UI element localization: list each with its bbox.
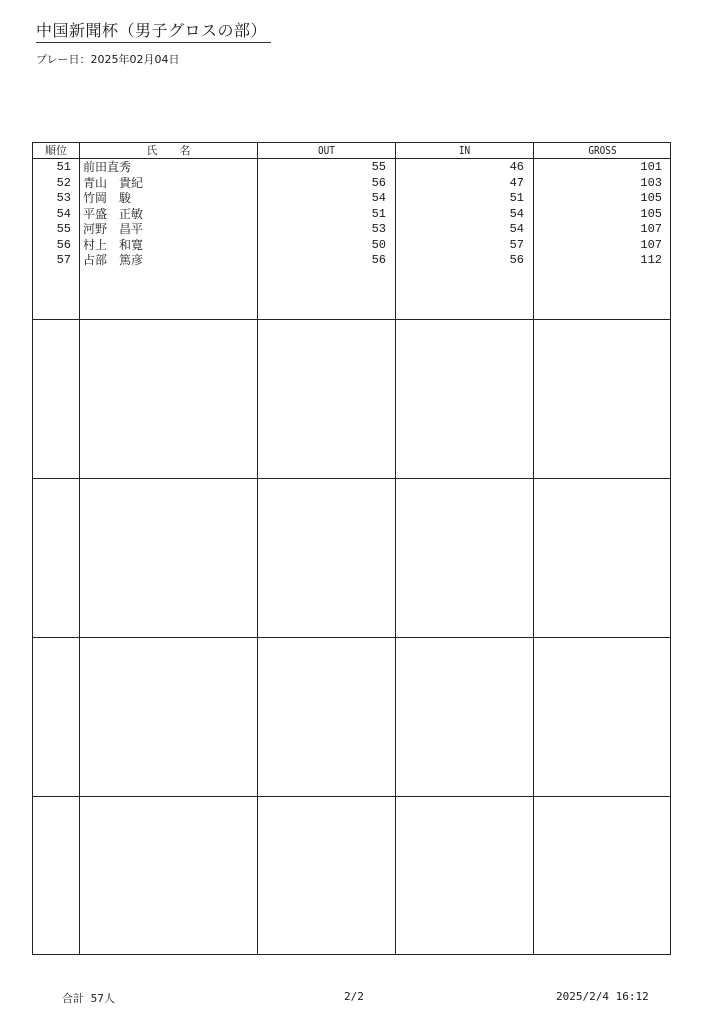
name-cell: 平盛 正敏 [83,206,144,221]
out-score-cell: 56 [371,175,386,190]
in-score-cell: 47 [509,175,524,190]
printed-timestamp: 2025/2/4 16:12 [556,990,649,1003]
header-out: OUT [318,144,335,157]
page-number: 2/2 [344,990,364,1003]
in-score-cell: 57 [509,237,524,252]
out-score-cell: 54 [371,191,386,205]
out-score-cell: 53 [371,222,386,236]
in-score-cell: 54 [509,222,524,236]
name-cell: 村上 和寛 [83,237,144,252]
row-block-divider [33,637,670,638]
rank-cell: 51 [56,160,71,174]
in-score-cell: 46 [509,160,524,174]
name-cell: 占部 篤彦 [83,253,144,267]
gross-score-cell: 107 [640,237,662,252]
gross-score-cell: 103 [640,175,662,190]
out-score-cell: 51 [371,206,386,221]
name-cell: 竹岡 駿 [83,191,132,205]
rank-cell: 54 [56,206,71,221]
name-cell: 前田直秀 [83,160,132,174]
rank-cell: 52 [56,175,71,190]
play-date: プレー日：2025年02月04日 [36,53,180,66]
row-block-divider [33,478,670,479]
gross-score-cell: 105 [640,206,662,221]
rank-cell: 57 [56,253,71,267]
table-row [33,206,670,222]
out-score-cell: 56 [371,253,386,267]
table-row [33,237,670,253]
header-name: 氏 名 [146,144,191,157]
gross-score-cell: 101 [640,160,662,174]
name-cell: 青山 貴紀 [83,175,144,190]
rank-cell: 55 [56,222,71,236]
in-score-cell: 56 [509,253,524,267]
table-row [33,159,670,175]
gross-score-cell: 105 [640,191,662,205]
page-title: 中国新聞杯（男子グロスの部） [36,20,271,43]
out-score-cell: 55 [371,160,386,174]
gross-score-cell: 107 [640,222,662,236]
table-row [33,190,670,206]
in-score-cell: 54 [509,206,524,221]
gross-score-cell: 112 [640,253,662,267]
header-rank: 順位 [45,144,67,157]
score-table [32,142,671,955]
row-block-divider [33,319,670,320]
name-cell: 河野 昌平 [83,222,144,236]
row-block-divider [33,796,670,797]
header-gross: GROSS [588,144,617,157]
rank-cell: 53 [56,191,71,205]
table-row [33,252,670,268]
rank-cell: 56 [56,237,71,252]
table-header [33,143,670,158]
table-row [33,221,670,237]
out-score-cell: 50 [371,237,386,252]
header-in: IN [458,144,471,157]
in-score-cell: 51 [509,191,524,205]
table-row [33,175,670,191]
total-count: 合計 57人 [62,992,115,1005]
